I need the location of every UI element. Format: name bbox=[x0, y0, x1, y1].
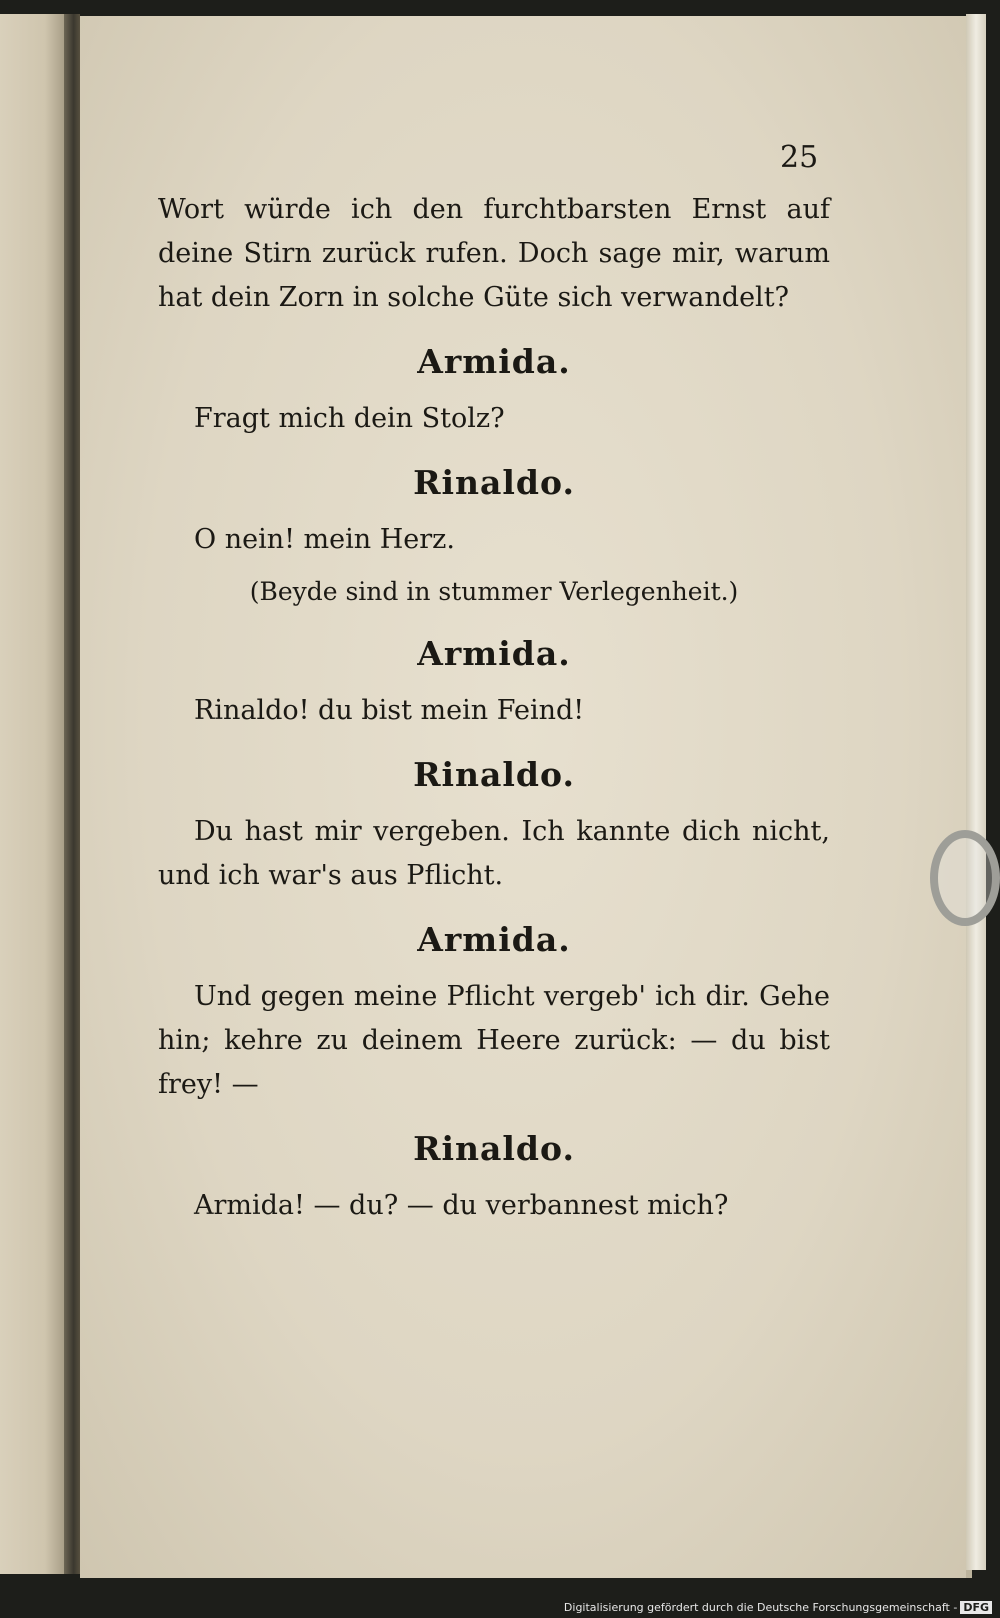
book-gutter bbox=[64, 14, 80, 1574]
page-number: 25 bbox=[780, 140, 819, 175]
dialogue-line: Fragt mich dein Stolz? bbox=[194, 403, 505, 434]
dialogue-line: Rinaldo! du bist mein Feind! bbox=[194, 695, 585, 726]
page-stack-edge bbox=[966, 14, 986, 1570]
dialogue-line: Du hast mir vergeben. Ich kannte dich nicht, und ich war's aus Pflicht. bbox=[158, 816, 830, 891]
dialogue-line: Armida! — du? — du verbannest mich? bbox=[194, 1190, 729, 1221]
speaker-heading: Armida. bbox=[417, 634, 571, 673]
speaker-heading: Rinaldo. bbox=[413, 463, 575, 502]
digitization-credit bbox=[564, 1601, 992, 1614]
speaker-heading: Rinaldo. bbox=[413, 755, 575, 794]
stage-direction: (Beyde sind in stummer Verlegenheit.) bbox=[249, 577, 739, 606]
prose-paragraph: Wort würde ich den furchtbarsten Ernst auf deine Stirn zurück rufen. Doch sage mir, warum hat dein Zorn in solche Güte sich verwandelt? bbox=[158, 194, 830, 313]
speaker-heading: Armida. bbox=[417, 342, 571, 381]
left-page-edge bbox=[0, 14, 64, 1574]
speaker-heading: Rinaldo. bbox=[413, 1129, 575, 1168]
dialogue-line: Und gegen meine Pflicht vergeb' ich dir. Gehe hin; kehre zu deinem Heere zurück: — du bist frey! — bbox=[158, 981, 830, 1100]
speaker-heading: Armida. bbox=[417, 920, 571, 959]
credit-text: Digitalisierung gefördert durch die Deutsche Forschungsgemeinschaft - bbox=[563, 1601, 958, 1614]
page-text bbox=[158, 188, 830, 1228]
page-clip bbox=[930, 830, 1000, 926]
dialogue-line: O nein! mein Herz. bbox=[194, 524, 455, 555]
dfg-logo: DFG bbox=[960, 1601, 992, 1614]
